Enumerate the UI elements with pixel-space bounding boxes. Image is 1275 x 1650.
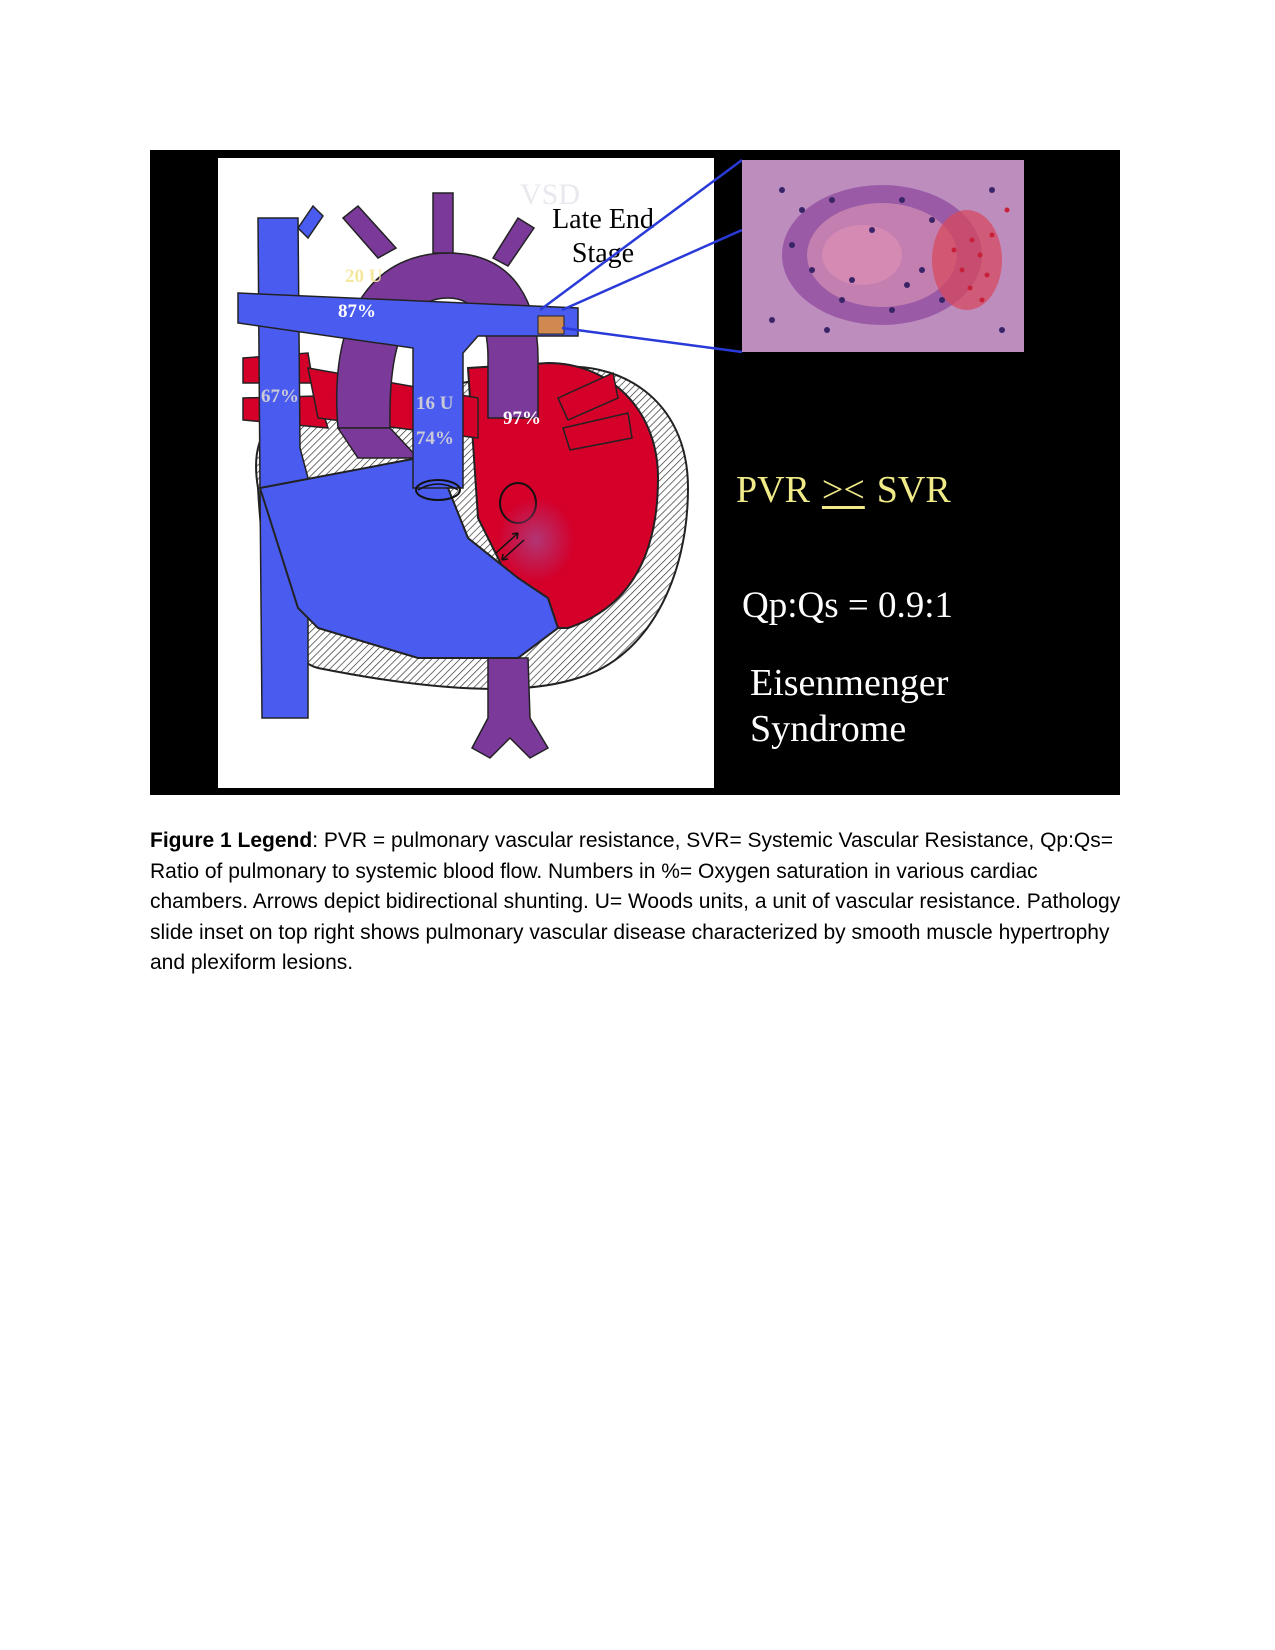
stage-label-line2: Stage [571,238,635,269]
stage-label-line1: Late End [552,204,654,235]
right-atrium-saturation: 67% [261,386,299,407]
syndrome-name [750,660,1050,752]
figure-caption [150,826,1130,979]
vsd-ghost-label: VSD [520,178,581,211]
pvr-relation-symbol: >< [821,469,865,511]
caption-text: : PVR = pulmonary vascular resistance, SVR= Systemic Vascular Resistance, Qp:Qs= Ratio of pulmonary to systemic blood flow. Numbers in %= Oxygen saturation in various cardiac chambers. Arrows depict bidirectional shunting. U= Woods units, a unit of vascular resistance. Pathology slide inset on top right shows pulmonary vascular disease characterized by smooth muscle hypertrophy and plexiform lesions. [150,829,1121,974]
pathology-image [742,160,1024,352]
pulmonary-resistance-value: 20 U [345,266,383,287]
pvr-label: PVR [736,469,810,511]
pulmonary-artery-saturation: 87% [338,301,376,322]
aorta-saturation: 74% [416,428,454,449]
left-heart-saturation: 97% [503,408,541,429]
pvr-svr-relation [736,468,996,512]
pathology-slide-inset [742,160,1024,352]
svr-label: SVR [876,469,951,511]
qp-qs-ratio: Qp:Qs = 0.9:1 [742,585,954,626]
caption-label: Figure 1 Legend [150,829,313,852]
syndrome-line2: Syndrome [750,708,907,750]
figure-panel [150,150,1120,795]
syndrome-line1: Eisenmenger [750,662,949,704]
systemic-resistance-value: 16 U [416,393,454,414]
